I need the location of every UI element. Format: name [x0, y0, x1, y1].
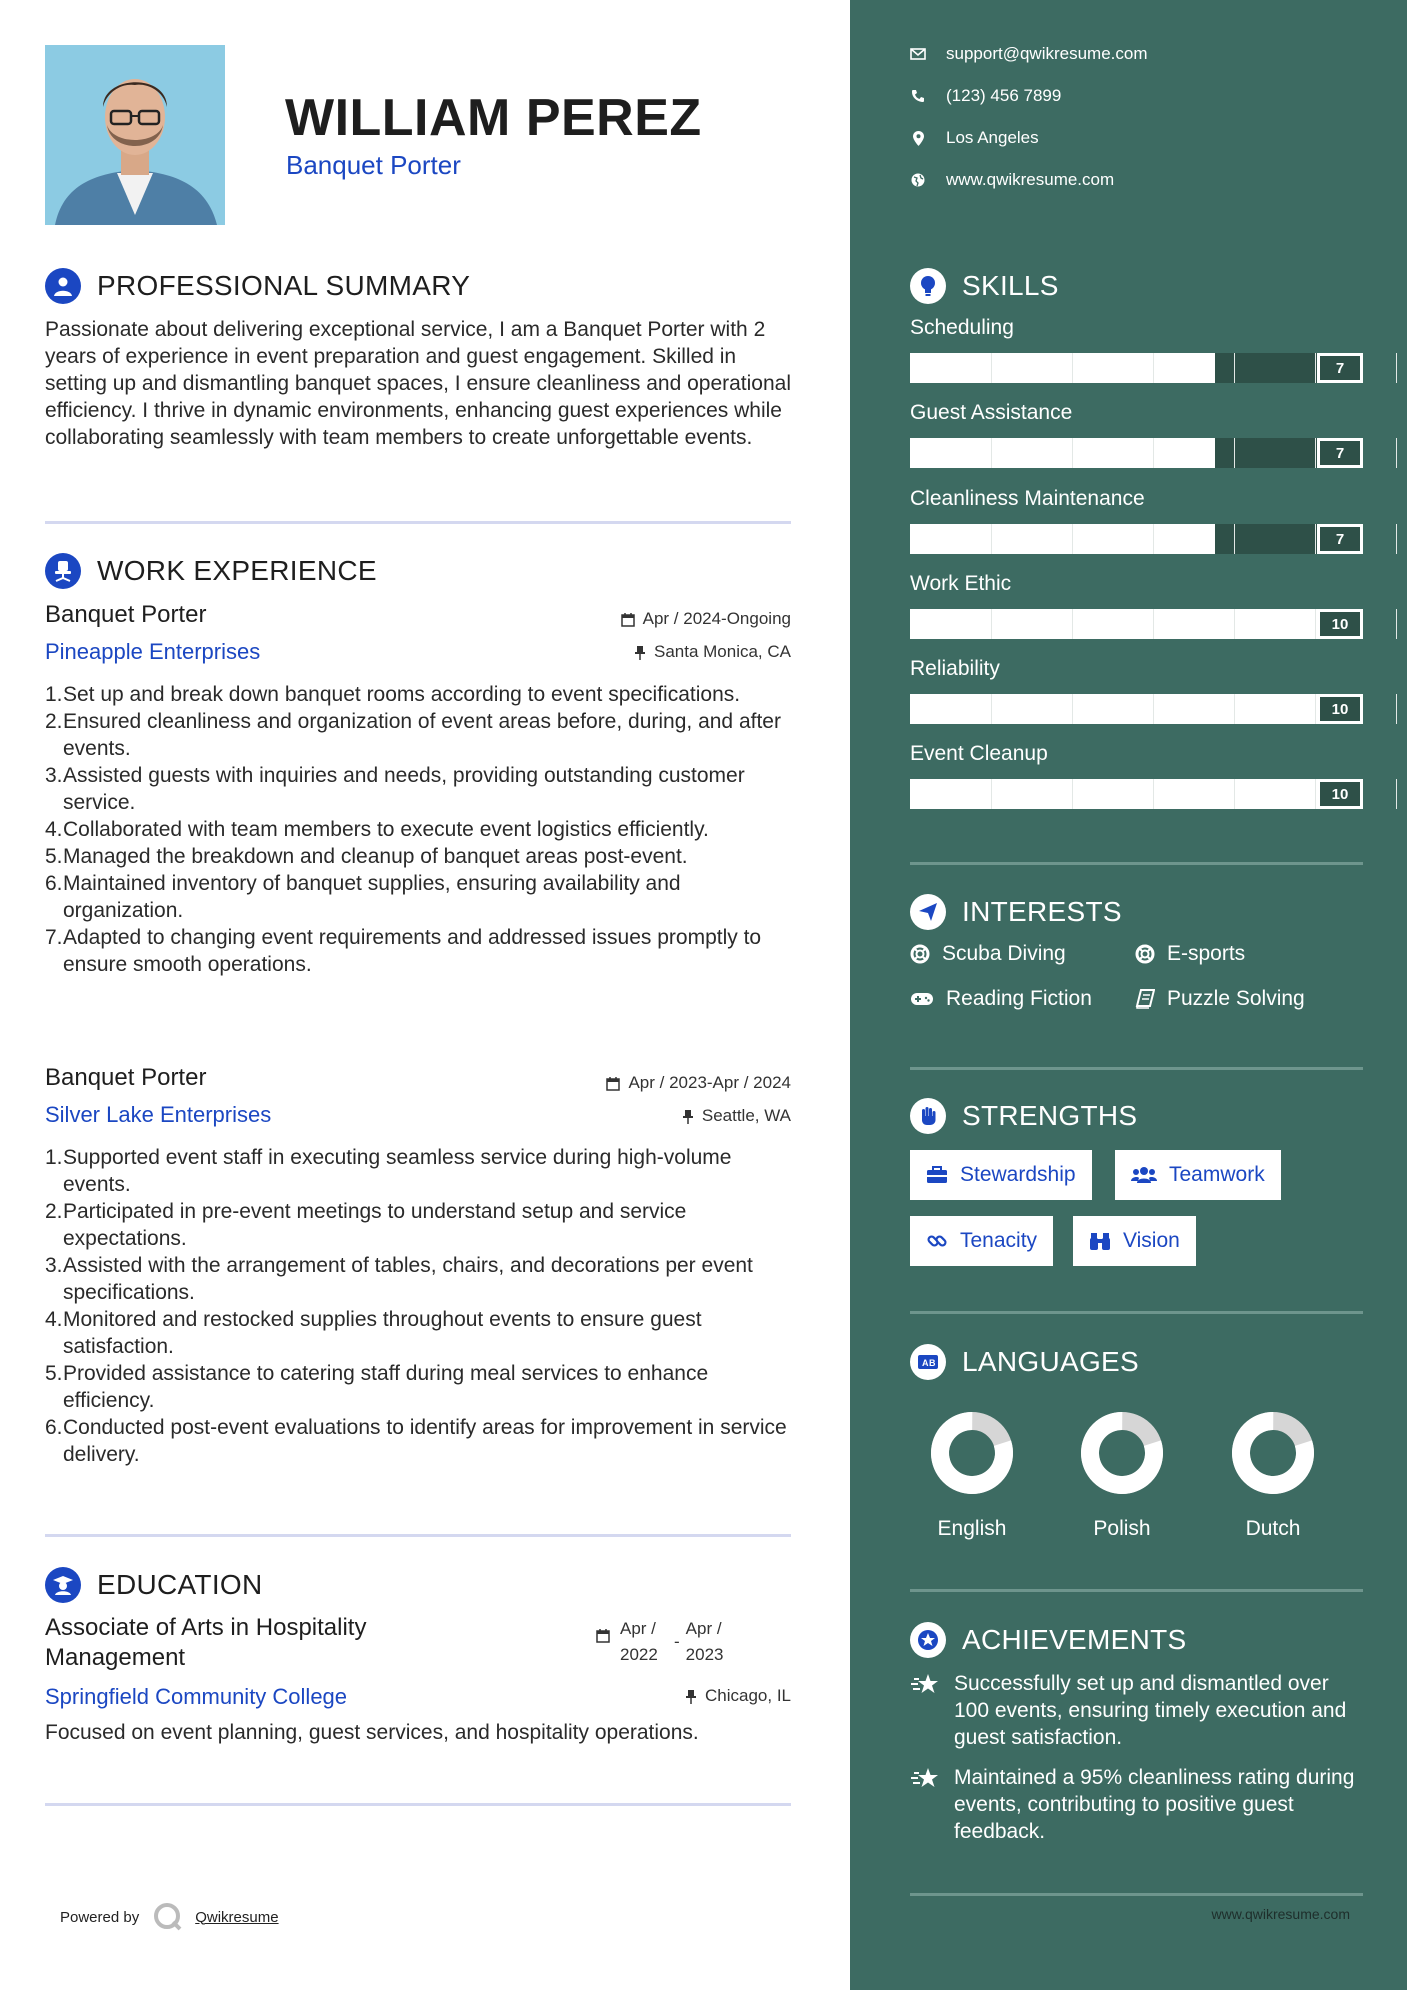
- skill-name: Scheduling: [910, 316, 1014, 339]
- sidebar: [850, 0, 1407, 1990]
- skill-level-value: 10: [1317, 609, 1363, 639]
- achievement-item: Successfully set up and dismantled over 100 events, ensuring timely execution and guest satisfaction.: [910, 1670, 1363, 1751]
- divider: [45, 1534, 791, 1537]
- life-ring-icon: [1135, 944, 1155, 964]
- contact-email[interactable]: support@qwikresume.com: [910, 44, 1148, 64]
- users-icon: [1131, 1166, 1157, 1184]
- degree: Associate of Arts in Hospitality Management: [45, 1614, 367, 1671]
- skill-bar-segment: [1234, 779, 1235, 809]
- paper-plane-icon: [910, 894, 946, 930]
- list-item: 6. Conducted post-event evaluations to identify areas for improvement in service delivery.: [45, 1416, 787, 1466]
- job-company: Pineapple Enterprises: [45, 639, 261, 664]
- skill-bar-fill: [910, 353, 1215, 383]
- skill-bar: [910, 353, 1363, 383]
- skill-bar-segment: [1072, 438, 1073, 468]
- skill-bar-segment: [1315, 438, 1316, 468]
- hand-icon: [910, 1098, 946, 1134]
- profile-photo: [45, 45, 225, 225]
- skill-bar-segment: [1072, 694, 1073, 724]
- skill-bar-segment: [1396, 524, 1397, 554]
- skill-bar-segment: [1153, 524, 1154, 554]
- job-bullets: [45, 681, 795, 978]
- skill-bar-segment: [1153, 438, 1154, 468]
- briefcase-icon: [926, 1166, 948, 1184]
- gamepad-icon: [910, 991, 934, 1007]
- star-badge-icon: [910, 1622, 946, 1658]
- footer-powered-by: Powered by Qwikresume: [60, 1902, 279, 1932]
- pin-icon: [634, 645, 646, 660]
- skill-bar-segment: [1315, 694, 1316, 724]
- strength-tag: Vision: [1073, 1216, 1196, 1266]
- languages-heading: A B LANGUAGES: [910, 1344, 1139, 1380]
- experience-heading: WORK EXPERIENCE: [45, 553, 377, 589]
- skill-bar-segment: [1072, 609, 1073, 639]
- divider: [910, 1589, 1363, 1592]
- divider: [910, 862, 1363, 865]
- contact-website[interactable]: www.qwikresume.com: [910, 170, 1114, 190]
- skill-bar-segment: [1234, 609, 1235, 639]
- calendar-icon: [606, 1076, 620, 1091]
- skill-bar-fill: [910, 438, 1215, 468]
- skill-bar-segment: [1315, 609, 1316, 639]
- envelope-icon: [910, 48, 926, 60]
- skill-bar-segment: [1234, 694, 1235, 724]
- calendar-icon: [621, 612, 635, 627]
- phone-icon: [911, 89, 925, 103]
- list-item: 2. Participated in pre-event meetings to understand setup and service expectations.: [45, 1200, 687, 1250]
- skill-name: Reliability: [910, 657, 1000, 680]
- job-title: Banquet Porter: [45, 1064, 207, 1091]
- interest-item: Scuba Diving: [910, 942, 1066, 966]
- skill-level-value: 10: [1317, 779, 1363, 809]
- skill-bar-segment: [1396, 353, 1397, 383]
- language-ring: [1077, 1408, 1167, 1498]
- skill-bar-segment: [991, 438, 992, 468]
- skill-bar-segment: [1153, 694, 1154, 724]
- achievements-heading: ACHIEVEMENTS: [910, 1622, 1187, 1658]
- job-company: Silver Lake Enterprises: [45, 1102, 272, 1127]
- skill-bar-segment: [1072, 353, 1073, 383]
- skill-name: Guest Assistance: [910, 401, 1073, 424]
- skill-bar-segment: [991, 609, 992, 639]
- skill-name: Event Cleanup: [910, 742, 1048, 765]
- education-dates: Apr / 2022 - Apr / 2023: [596, 1616, 734, 1668]
- list-item: 7. Adapted to changing event requirements and addressed issues promptly to ensure smooth operations.: [45, 926, 762, 976]
- list-item: 5. Provided assistance to catering staff during meal services to enhance efficiency.: [45, 1362, 709, 1412]
- lightbulb-icon: [910, 268, 946, 304]
- job-title: Banquet Porter: [45, 601, 207, 628]
- divider: [45, 521, 791, 524]
- translate-icon: [910, 1344, 946, 1380]
- shooting-star-icon: [910, 1672, 940, 1698]
- skill-bar-segment: [1072, 779, 1073, 809]
- skill-bar-segment: [1153, 353, 1154, 383]
- skill-bar-segment: [991, 779, 992, 809]
- qwikresume-link[interactable]: Qwikresume: [195, 1908, 279, 1926]
- life-ring-icon: [910, 944, 930, 964]
- divider: [910, 1067, 1363, 1070]
- interest-item: E-sports: [1135, 942, 1245, 966]
- language-ring: [1228, 1408, 1318, 1498]
- skill-bar-segment: [1234, 524, 1235, 554]
- job-location: Seattle, WA: [500, 1106, 791, 1126]
- job-bullets: [45, 1144, 795, 1468]
- interest-item: Reading Fiction: [910, 987, 1092, 1011]
- language-name: English: [937, 1517, 1007, 1540]
- skill-bar: [910, 694, 1363, 724]
- skill-bar-fill: [910, 694, 1363, 724]
- link-icon: [926, 1230, 948, 1252]
- education-description: Focused on event planning, guest services, and hospitality operations.: [45, 1721, 699, 1744]
- skill-name: Work Ethic: [910, 572, 1012, 595]
- list-item: 6. Maintained inventory of banquet supplies, ensuring availability and organization.: [45, 872, 681, 922]
- language-item: [1213, 1408, 1333, 1541]
- candidate-name: WILLIAM PEREZ: [285, 89, 702, 147]
- school: Springfield Community College: [45, 1684, 348, 1709]
- skill-bar-segment: [1315, 524, 1316, 554]
- divider: [910, 1893, 1363, 1896]
- skill-bar-segment: [1396, 438, 1397, 468]
- education-heading: EDUCATION: [45, 1567, 263, 1603]
- skill-name: Cleanliness Maintenance: [910, 487, 1145, 510]
- skill-bar-fill: [910, 524, 1215, 554]
- svg-text:B: B: [929, 1358, 936, 1368]
- list-item: 1. Set up and break down banquet rooms according to event specifications.: [45, 683, 741, 706]
- contact-location: Los Angeles: [910, 128, 1039, 148]
- skill-bar-segment: [1234, 438, 1235, 468]
- interests-heading: INTERESTS: [910, 894, 1122, 930]
- interest-item: Puzzle Solving: [1135, 987, 1305, 1011]
- skill-bar: [910, 609, 1363, 639]
- summary-heading: PROFESSIONAL SUMMARY: [45, 268, 470, 304]
- calendar-icon: [596, 1628, 610, 1643]
- candidate-title: Banquet Porter: [286, 150, 461, 180]
- list-item: 1. Supported event staff in executing seamless service during high-volume events.: [45, 1146, 732, 1196]
- education-location: Chicago, IL: [500, 1686, 791, 1706]
- list-item: 5. Managed the breakdown and cleanup of banquet areas post-event.: [45, 845, 688, 868]
- skill-bar-segment: [991, 694, 992, 724]
- pin-icon: [682, 1109, 694, 1124]
- skill-bar: [910, 438, 1363, 468]
- svg-text:A: A: [922, 1358, 929, 1368]
- list-item: 4. Collaborated with team members to execute event logistics efficiently.: [45, 818, 709, 841]
- skill-bar: [910, 524, 1363, 554]
- strength-tag: Stewardship: [910, 1150, 1092, 1200]
- strength-tag: Teamwork: [1115, 1150, 1281, 1200]
- achievement-item: Maintained a 95% cleanliness rating during events, contributing to positive guest feedback.: [910, 1764, 1363, 1845]
- location-pin-icon: [913, 131, 924, 146]
- contact-phone[interactable]: (123) 456 7899: [910, 86, 1061, 106]
- pin-icon: [685, 1689, 697, 1704]
- skill-bar-segment: [1396, 609, 1397, 639]
- globe-icon: [911, 173, 925, 187]
- list-item: 4. Monitored and restocked supplies throughout events to ensure guest satisfaction.: [45, 1308, 702, 1358]
- language-name: Dutch: [1245, 1517, 1301, 1540]
- office-chair-icon: [45, 553, 81, 589]
- skill-bar: [910, 779, 1363, 809]
- skill-bar-segment: [1234, 353, 1235, 383]
- skill-bar-segment: [1315, 779, 1316, 809]
- skill-bar-segment: [991, 353, 992, 383]
- skill-bar-segment: [1315, 353, 1316, 383]
- strengths-heading: STRENGTHS: [910, 1098, 1137, 1134]
- strength-tag: Tenacity: [910, 1216, 1053, 1266]
- divider: [45, 1803, 791, 1806]
- skill-level-value: 7: [1317, 524, 1363, 554]
- skill-bar-fill: [910, 609, 1363, 639]
- footer-website[interactable]: www.qwikresume.com: [1211, 1906, 1350, 1922]
- list-item: 3. Assisted guests with inquiries and needs, providing outstanding customer service.: [45, 764, 745, 814]
- skill-bar-segment: [1072, 524, 1073, 554]
- list-item: 2. Ensured cleanliness and organization of event areas before, during, and after events.: [45, 710, 781, 760]
- shooting-star-icon: [910, 1766, 940, 1792]
- skill-bar-segment: [1153, 779, 1154, 809]
- language-item: [912, 1408, 1032, 1541]
- skill-bar-segment: [1396, 779, 1397, 809]
- job-location: Santa Monica, CA: [500, 642, 791, 662]
- skill-bar-segment: [1153, 609, 1154, 639]
- job-dates: Apr / 2023-Apr / 2024: [500, 1073, 791, 1093]
- graduate-icon: [45, 1567, 81, 1603]
- skill-bar-segment: [991, 524, 992, 554]
- list-item: 3. Assisted with the arrangement of tables, chairs, and decorations per event specifications.: [45, 1254, 753, 1304]
- skill-bar-segment: [1396, 694, 1397, 724]
- user-icon: [45, 268, 81, 304]
- job-dates: Apr / 2024-Ongoing: [500, 609, 791, 629]
- binoculars-icon: [1089, 1231, 1111, 1251]
- divider: [910, 1311, 1363, 1314]
- skills-heading: SKILLS: [910, 268, 1059, 304]
- book-icon: [1135, 989, 1155, 1009]
- language-ring: [927, 1408, 1017, 1498]
- qwikresume-logo-icon: [153, 1902, 183, 1932]
- skill-bar-fill: [910, 779, 1363, 809]
- skill-level-value: 7: [1317, 438, 1363, 468]
- skill-level-value: 7: [1317, 353, 1363, 383]
- language-item: [1062, 1408, 1182, 1541]
- skill-level-value: 10: [1317, 694, 1363, 724]
- summary-text: Passionate about delivering exceptional service, I am a Banquet Porter with 2 years of experience in event preparation and guest engagement. Skilled in setting up and dismantling banquet spaces, I ensure cleanliness and operational efficiency. I thrive in dynamic environments, enhancing guest experiences while collaborating seamlessly with team members to create unforgettable events.: [45, 318, 792, 449]
- language-name: Polish: [1093, 1517, 1151, 1540]
